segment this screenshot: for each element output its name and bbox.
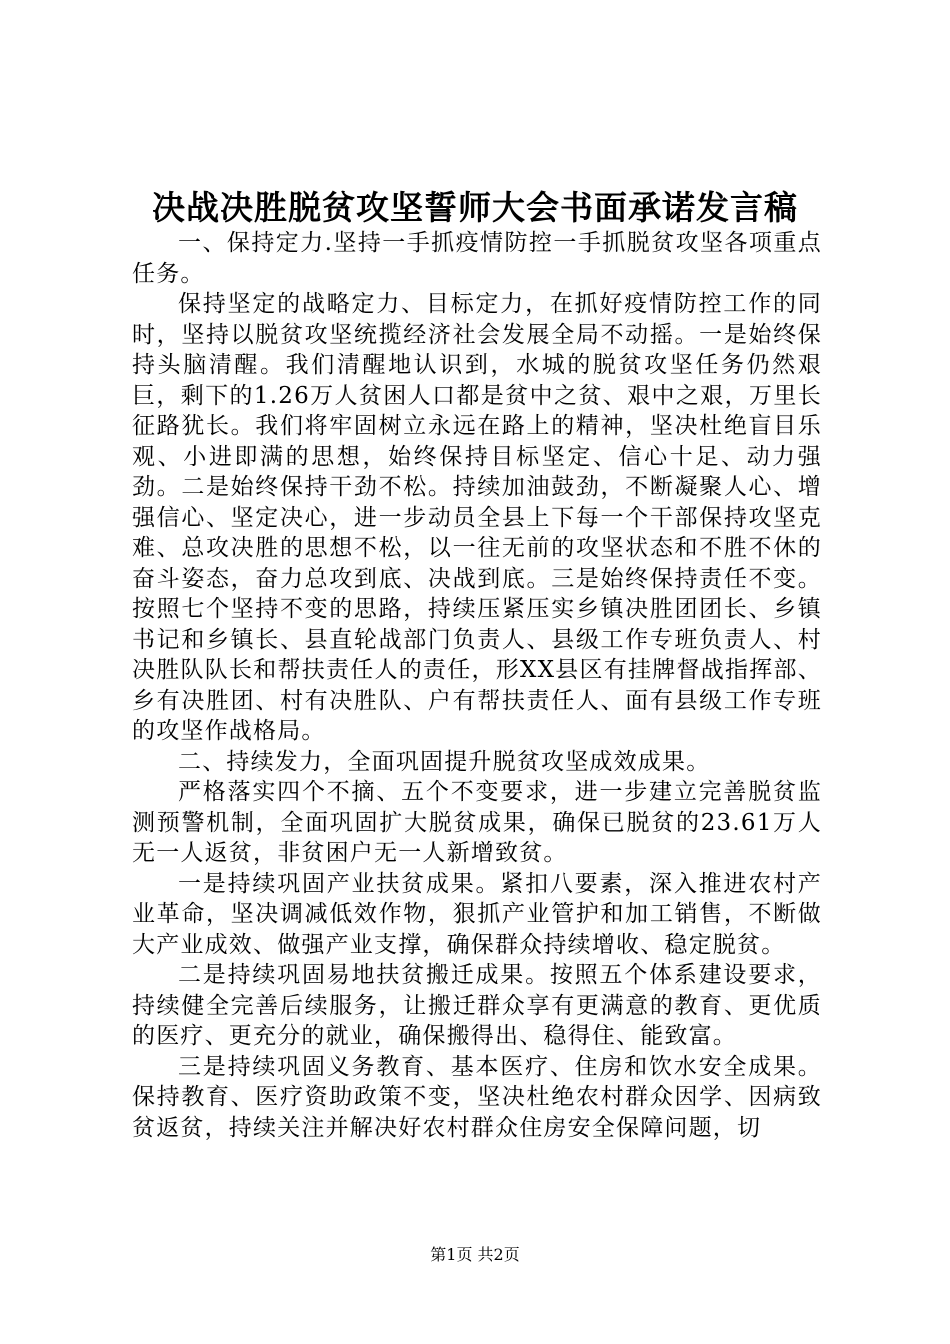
paragraph-3: 二、持续发力，全面巩固提升脱贫攻坚成效成果。 (178, 748, 711, 775)
paragraph-6: 二是持续巩固易地扶贫搬迁成果。按照五个体系建设要求，持续健全完善后续服务，让搬迁群众享有更满意的教育、更优质的医疗、更充分的就业，确保搬得出、稳得住、能致富。 (132, 962, 822, 1049)
document-body (132, 228, 822, 1143)
paragraph-2: 保持坚定的战略定力、目标定力，在抓好疫情防控工作的同时，坚持以脱贫攻坚统揽经济社会发展全局不动摇。一是始终保持头脑清醒。我们清醒地认识到，水城的脱贫攻坚任务仍然艰巨，剩下的1.26万人贫困人口都是贫中之贫、艰中之艰，万里长征路犹长。我们将牢固树立永远在路上的精神，坚决杜绝盲目乐观、小进即满的思想，始终保持目标坚定、信心十足、动力强劲。二是始终保持干劲不松。持续加油鼓劲，不断凝聚人心、增强信心、坚定决心，进一步动员全县上下每一个干部保持攻坚克难、总攻决胜的思想不松，以一往无前的攻坚状态和不胜不休的奋斗姿态，奋力总攻到底、决战到底。三是始终保持责任不变。按照七个坚持不变的思路，持续压紧压实乡镇决胜团团长、乡镇书记和乡镇长、县直轮战部门负责人、县级工作专班负责人、村决胜队队长和帮扶责任人的责任，形XX县区有挂牌督战指挥部、乡有决胜团、村有决胜队、户有帮扶责任人、面有县级工作专班的攻坚作战格局。 (132, 291, 822, 744)
paragraph-4: 严格落实四个不摘、五个不变要求，进一步建立完善脱贫监测预警机制，全面巩固扩大脱贫成果，确保已脱贫的23.61万人无一人返贫，非贫困户无一人新增致贫。 (132, 779, 822, 866)
paragraph-5: 一是持续巩固产业扶贫成果。紧扣八要素，深入推进农村产业革命，坚决调减低效作物，狠抓产业管护和加工销售，不断做大产业成效、做强产业支撑，确保群众持续增收、稳定脱贫。 (132, 870, 822, 958)
paragraph-1: 一、保持定力.坚持一手抓疫情防控一手抓脱贫攻坚各项重点任务。 (132, 230, 822, 287)
document-title: 决战决胜脱贫攻坚誓师大会书面承诺发言稿 (152, 188, 798, 227)
page-footer: 第1页 共2页 (430, 1245, 520, 1264)
paragraph-7: 三是持续巩固义务教育、基本医疗、住房和饮水安全成果。保持教育、医疗资助政策不变，坚决杜绝农村群众因学、因病致贫返贫，持续关注并解决好农村群众住房安全保障问题，切 (132, 1053, 822, 1141)
